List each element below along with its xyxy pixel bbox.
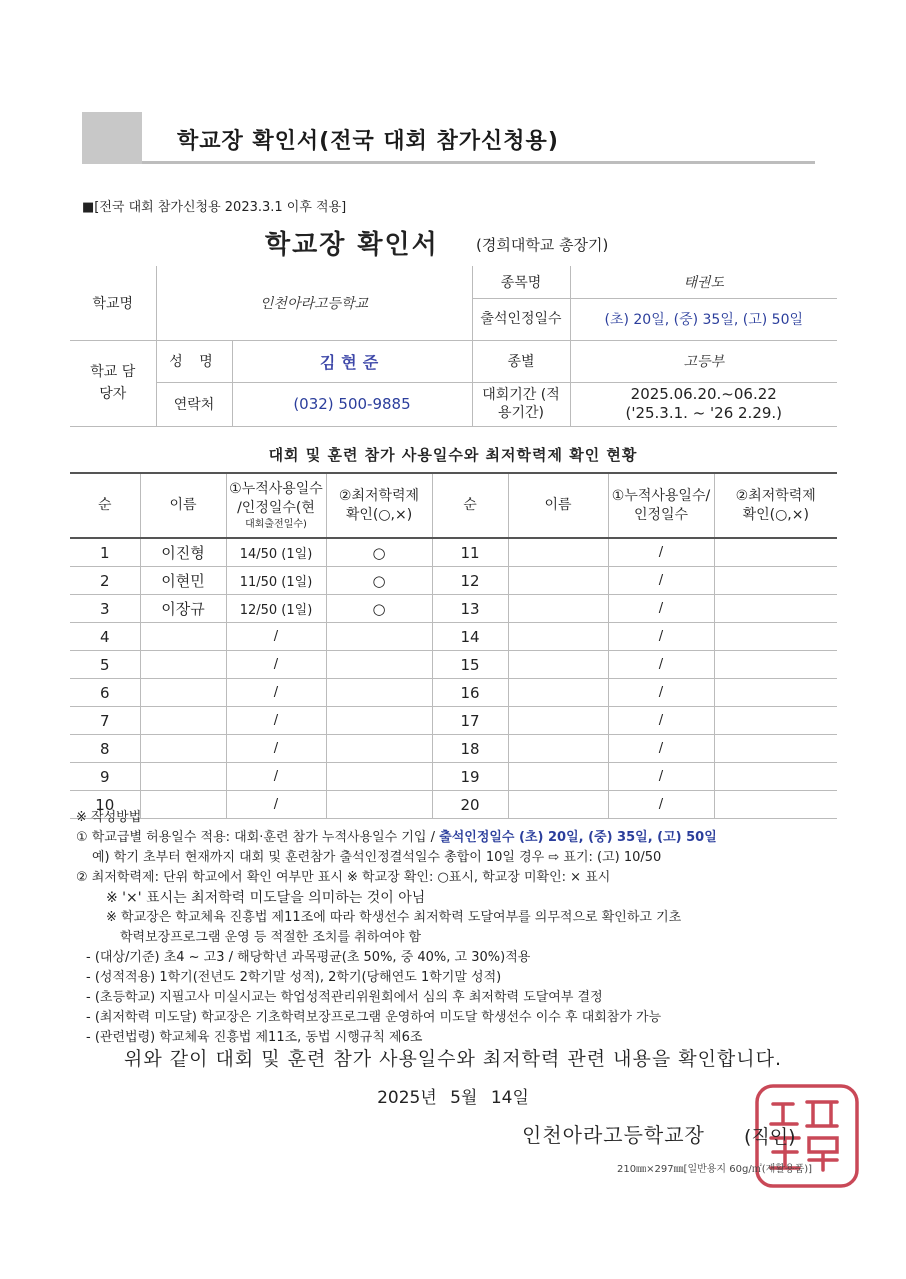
header-days-b: /인정일수(현: [237, 499, 315, 516]
row-name-right: [508, 763, 608, 791]
notes-line-4: ※ '×' 표시는 최저학력 미도달을 의미하는 것이 아님: [106, 890, 426, 906]
header-grade-b: 확인(○,×): [345, 506, 413, 523]
info-table: [70, 266, 837, 427]
row-no: 7: [70, 707, 140, 735]
row-name: [140, 679, 226, 707]
players-table: [70, 472, 837, 819]
row-grade: [326, 679, 432, 707]
row-grade-right: [714, 707, 837, 735]
division-value: 고등부: [570, 340, 837, 382]
table-row: [70, 679, 837, 707]
row-no: 8: [70, 735, 140, 763]
row-no-right: 13: [432, 595, 508, 623]
paper-spec-note: 210㎜×297㎜[일반용지 60g/㎡(재활용품)]: [617, 1164, 813, 1175]
row-name-right: [508, 679, 608, 707]
school-label: 학교명: [70, 266, 156, 340]
notes-line-9: - (초등학교) 지필고사 미실시교는 학업성적관리위원회에서 심의 후 최저학력 도달여부 결정: [86, 990, 603, 1005]
row-days-right: /: [608, 538, 714, 567]
header-grade: [326, 473, 432, 538]
row-days: 11/50 (1일): [226, 567, 326, 595]
row-grade-right: [714, 735, 837, 763]
notes-line-1a: ① 학교급별 허용일수 적용: 대회·훈련 참가 누적사용일수 기입 /: [76, 830, 440, 845]
name-label: 성 명: [156, 340, 232, 382]
name-value: 김현준: [232, 340, 472, 382]
row-no-right: 11: [432, 538, 508, 567]
contact-value: (032) 500-9885: [232, 382, 472, 426]
row-no: 5: [70, 651, 140, 679]
notes-section: [76, 808, 856, 1048]
notes-line-5: ※ 학교장은 학교체육 진흥법 제11조에 따라 학생선수 최저학력 도달여부를 의무적으로 확인하고 기초: [106, 910, 682, 925]
notes-line-10: - (최저학력 미도달) 학교장은 기초학력보장프로그램 운영하여 미도달 학생선수 이수 후 대회참가 가능: [86, 1010, 662, 1025]
row-days: /: [226, 651, 326, 679]
header-grade-a: ②최저학력제: [338, 487, 420, 504]
event-value: 태권도: [570, 266, 837, 298]
header-gray-block: [82, 112, 142, 164]
period-label: 대회기간 (적용기간): [472, 382, 570, 426]
row-days: /: [226, 623, 326, 651]
row-grade-right: [714, 567, 837, 595]
division-label: 종별: [472, 340, 570, 382]
header-no: 순: [70, 473, 140, 538]
seal-note: (직인): [744, 1126, 796, 1148]
notes-line-3: ② 최저학력제: 단위 학교에서 확인 여부만 표시 ※ 학교장 확인: ○표시, 학교장 미확인: × 표시: [76, 870, 611, 885]
period-value: 2025.06.20.~06.22: [630, 384, 777, 403]
attendance-value: (초) 20일, (중) 35일, (고) 50일: [570, 298, 837, 340]
notes-heading: ※ 작성방법: [76, 810, 142, 825]
period-apply: ('25.3.1. ~ '26 2.29.): [625, 404, 783, 422]
row-name-right: [508, 567, 608, 595]
row-grade-right: [714, 651, 837, 679]
row-name-right: [508, 623, 608, 651]
row-name-right: [508, 707, 608, 735]
school-value: 인천아라고등학교: [156, 266, 472, 340]
row-grade: ○: [326, 567, 432, 595]
row-no: 1: [70, 538, 140, 567]
contact-label: 연락처: [156, 382, 232, 426]
header-days2-a: ①누적사용일수/: [611, 487, 711, 504]
manager-label: 학교 담당자: [70, 340, 156, 426]
notes-line-7: - (대상/기준) 초4 ~ 고3 / 해당학년 과목평균(초 50%, 중 40%, 고 30%)적용: [86, 950, 531, 965]
notes-line-11: - (관련법령) 학교체육 진흥법 제11조, 동법 시행규칙 제6조: [86, 1030, 423, 1045]
header-name-right: 이름: [508, 473, 608, 538]
header-days: [226, 473, 326, 538]
table-row: [70, 735, 837, 763]
doc-subtitle: (경희대학교 총장기): [476, 236, 609, 254]
row-days-right: /: [608, 707, 714, 735]
issue-date: 2025년 5월 14일: [377, 1088, 529, 1108]
row-days: /: [226, 707, 326, 735]
row-grade: [326, 707, 432, 735]
notes-line-6: 학력보장프로그램 운영 등 적절한 조치를 취하여야 함: [120, 930, 422, 945]
header-grade-right: [714, 473, 837, 538]
row-no-right: 14: [432, 623, 508, 651]
row-no: 2: [70, 567, 140, 595]
row-name: 이장규: [140, 595, 226, 623]
row-grade-right: [714, 679, 837, 707]
row-name: 이진형: [140, 538, 226, 567]
row-name-right: [508, 735, 608, 763]
principal-name: 인천아라고등학교장: [522, 1123, 705, 1147]
row-name: [140, 763, 226, 791]
row-grade: [326, 623, 432, 651]
header-grade-right-b: 확인(○,×): [742, 506, 809, 523]
row-grade-right: [714, 595, 837, 623]
header-underline: [142, 161, 815, 164]
row-name: [140, 623, 226, 651]
header-days-right: [608, 473, 714, 538]
row-days: 12/50 (1일): [226, 595, 326, 623]
row-name: [140, 735, 226, 763]
row-days-right: /: [608, 763, 714, 791]
row-no: 9: [70, 763, 140, 791]
notes-line-2: 예) 학기 초부터 현재까지 대회 및 훈련참가 출석인정결석일수 총합이 10일 경우 ⇨ 표기: (고) 10/50: [92, 850, 662, 865]
row-days-right: /: [608, 567, 714, 595]
row-name: [140, 707, 226, 735]
table-row: [70, 595, 837, 623]
row-no-right: 16: [432, 679, 508, 707]
event-label: 종목명: [472, 266, 570, 298]
row-no-right: 20: [432, 791, 508, 819]
row-grade-right: [714, 763, 837, 791]
row-name-right: [508, 595, 608, 623]
row-days-right: /: [608, 651, 714, 679]
header-name: 이름: [140, 473, 226, 538]
row-days: /: [226, 735, 326, 763]
row-grade: [326, 763, 432, 791]
row-name-right: [508, 538, 608, 567]
row-no: 3: [70, 595, 140, 623]
row-days: /: [226, 763, 326, 791]
header-days-a: ①누적사용일수: [229, 480, 323, 497]
row-grade-right: [714, 538, 837, 567]
row-name: 이현민: [140, 567, 226, 595]
row-name-right: [508, 651, 608, 679]
row-days-right: /: [608, 735, 714, 763]
header-grade-right-a: ②최저학력제: [735, 487, 816, 504]
row-grade: ○: [326, 595, 432, 623]
row-days: /: [226, 679, 326, 707]
table-row: [70, 567, 837, 595]
row-no-right: 15: [432, 651, 508, 679]
notes-line-8: - (성적적용) 1학기(전년도 2학기말 성적), 2학기(당해연도 1학기말 성적): [86, 970, 502, 985]
row-days-right: /: [608, 623, 714, 651]
header-title: 학교장 확인서(전국 대회 참가신청용): [177, 129, 559, 154]
row-days-right: /: [608, 791, 714, 819]
row-no-right: 19: [432, 763, 508, 791]
row-no-right: 17: [432, 707, 508, 735]
row-no-right: 18: [432, 735, 508, 763]
table-row: [70, 623, 837, 651]
confirm-statement: 위와 같이 대회 및 훈련 참가 사용일수와 최저학력 관련 내용을 확인합니다.: [123, 1048, 783, 1070]
table-row: [70, 538, 837, 567]
row-grade: ○: [326, 538, 432, 567]
header-band: [82, 112, 815, 164]
row-no: 10: [70, 791, 140, 819]
row-days-right: /: [608, 679, 714, 707]
row-days-right: /: [608, 595, 714, 623]
header-days-c: 대회출전일수): [245, 518, 307, 530]
row-no: 6: [70, 679, 140, 707]
row-name: [140, 651, 226, 679]
seal-glyph-1: [771, 1104, 797, 1124]
row-days: 14/50 (1일): [226, 538, 326, 567]
row-grade-right: [714, 623, 837, 651]
attendance-label: 출석인정일수: [472, 298, 570, 340]
doc-title: 학교장 확인서: [265, 230, 439, 260]
status-title: 대회 및 훈련 참가 사용일수와 최저학력제 확인 현황: [268, 446, 638, 464]
notice-text: ■[전국 대회 참가신청용 2023.3.1 이후 적용]: [82, 200, 347, 215]
table-row: [70, 707, 837, 735]
seal-glyph-4: [809, 1138, 837, 1170]
header-days2-b: 인정일수: [633, 506, 689, 523]
row-no: 4: [70, 623, 140, 651]
notes-line-1b: 출석인정일수 (초) 20일, (중) 35일, (고) 50일: [439, 830, 717, 845]
seal-glyph-2: [807, 1102, 837, 1126]
row-days: /: [226, 791, 326, 819]
row-no-right: 12: [432, 567, 508, 595]
notes-line-1: [76, 828, 856, 848]
table-row: [70, 651, 837, 679]
table-row: [70, 763, 837, 791]
row-grade: [326, 735, 432, 763]
row-grade: [326, 651, 432, 679]
header-no-right: 순: [432, 473, 508, 538]
